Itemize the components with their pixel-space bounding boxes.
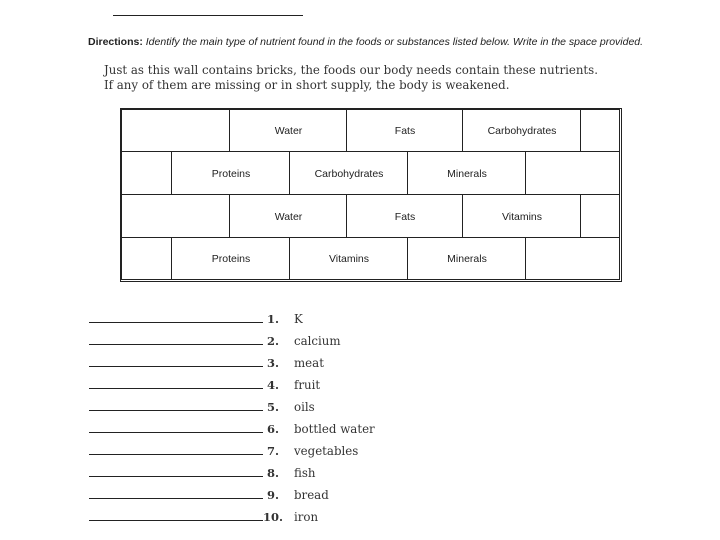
- question-number: 2.: [266, 334, 279, 348]
- brick-empty: [580, 194, 620, 239]
- question-row: [89, 416, 449, 436]
- answer-blank[interactable]: [89, 498, 263, 499]
- directions-text: Identify the main type of nutrient found in the foods or substances listed below. Write in the space provided.: [145, 36, 644, 48]
- brick-empty: [525, 237, 620, 280]
- directions: [88, 36, 688, 49]
- brick-proteins: Proteins: [171, 151, 291, 196]
- question-item: vegetables: [294, 444, 359, 458]
- question-row: [89, 306, 449, 326]
- answer-blank[interactable]: [89, 520, 263, 521]
- brick-vitamins: Vitamins: [462, 194, 582, 239]
- brick-carbohydrates: Carbohydrates: [289, 151, 409, 196]
- question-item: oils: [294, 400, 315, 414]
- question-item: bottled water: [294, 422, 375, 436]
- brick-water: Water: [229, 194, 348, 239]
- question-row: [89, 438, 449, 458]
- question-row: [89, 372, 449, 392]
- question-item: calcium: [294, 334, 341, 348]
- intro-line-1: Just as this wall contains bricks, the foods our body needs contain these nutrients.: [104, 63, 598, 77]
- name-blank-line[interactable]: [113, 15, 303, 16]
- answer-blank[interactable]: [89, 366, 263, 367]
- brick-water: Water: [229, 109, 348, 153]
- question-row: [89, 460, 449, 480]
- nutrient-brick-wall: [120, 108, 622, 282]
- brick-empty: [525, 151, 620, 196]
- question-number: 3.: [266, 356, 279, 370]
- answer-blank[interactable]: [89, 322, 263, 323]
- question-item: fruit: [294, 378, 321, 392]
- directions-label: Directions:: [88, 36, 143, 48]
- question-row: [89, 394, 449, 414]
- answer-blank[interactable]: [89, 388, 263, 389]
- intro-paragraph: [104, 63, 694, 92]
- answer-blank[interactable]: [89, 454, 263, 455]
- brick-empty: [580, 109, 620, 153]
- question-row: [89, 482, 449, 502]
- answer-blank[interactable]: [89, 432, 263, 433]
- brick-minerals: Minerals: [407, 151, 527, 196]
- question-number: 8.: [266, 466, 279, 480]
- question-number: 4.: [266, 378, 279, 392]
- brick-fats: Fats: [346, 109, 464, 153]
- answer-blank[interactable]: [89, 344, 263, 345]
- brick-empty: [121, 109, 231, 153]
- question-item: iron: [294, 510, 319, 524]
- brick-empty: [121, 194, 231, 239]
- answer-blank[interactable]: [89, 410, 263, 411]
- question-item: meat: [294, 356, 324, 370]
- question-row: [89, 350, 449, 370]
- question-number: 10.: [263, 510, 284, 524]
- question-item: fish: [294, 466, 316, 480]
- question-number: 6.: [266, 422, 279, 436]
- question-number: 5.: [266, 400, 279, 414]
- brick-minerals: Minerals: [407, 237, 527, 280]
- brick-empty: [121, 151, 173, 196]
- question-number: 1.: [266, 312, 279, 326]
- brick-vitamins: Vitamins: [289, 237, 409, 280]
- answer-blank[interactable]: [89, 476, 263, 477]
- question-number: 7.: [266, 444, 279, 458]
- intro-line-2: If any of them are missing or in short supply, the body is weakened.: [104, 77, 510, 92]
- question-item: bread: [294, 488, 329, 502]
- brick-carbohydrates: Carbohydrates: [462, 109, 582, 153]
- brick-proteins: Proteins: [171, 237, 291, 280]
- brick-fats: Fats: [346, 194, 464, 239]
- question-row: [89, 504, 449, 524]
- question-row: [89, 328, 449, 348]
- question-number: 9.: [266, 488, 279, 502]
- brick-empty: [121, 237, 173, 280]
- question-item: K: [294, 312, 303, 326]
